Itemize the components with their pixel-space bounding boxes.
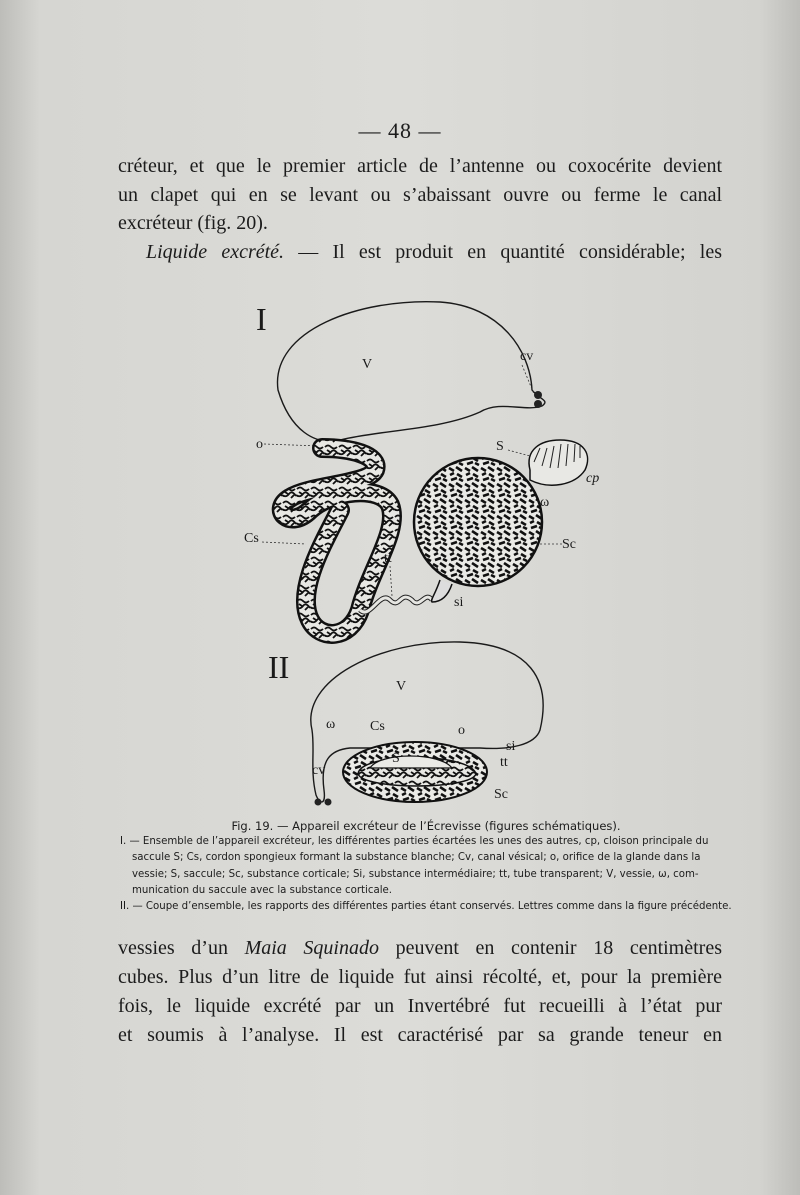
liquide-heading: Liquide excrété. [146, 240, 285, 263]
text-line: excréteur (fig. 20). [118, 212, 268, 234]
bottom-paragraph [118, 934, 722, 1050]
text-line [118, 934, 722, 963]
figure-caption [120, 818, 732, 915]
text-line: cubes. Plus d’un litre de liquide fut ainsi récolté, et, pour la première [118, 966, 722, 988]
panel-2-label: II [268, 649, 290, 685]
label-s: S [496, 439, 504, 454]
liquide-line [118, 238, 722, 267]
text-line: un clapet qui en se levant ou s’abaissant ouvre ou ferme le canal [118, 183, 722, 206]
caption-line: vessie; S, saccule; Sc, substance corticale; Si, substance intermédiaire; tt, tube transparent; V, vessie, ω, com- [132, 868, 699, 880]
text-line: fois, le liquide excrété par un Invertébré fut recueilli à l’état pur [118, 995, 722, 1017]
top-paragraph [118, 152, 722, 266]
label-o-2: o [458, 723, 465, 738]
excretory-apparatus-figure [240, 290, 640, 820]
vesical-canal-end [534, 391, 542, 399]
vesical-canal-end [534, 400, 542, 408]
label-s-2: S [392, 751, 400, 766]
label-cv-2: cv [312, 763, 326, 778]
label-si-2: si [506, 739, 516, 754]
text-line: créteur, et que le premier article de l’antenne ou coxocérite devient [118, 155, 722, 177]
text-fragment: vessies d’un [118, 937, 245, 959]
label-sc: Sc [562, 537, 576, 552]
caption-line: II. — Coupe d’ensemble, les rapports des différentes parties étant conservés. Lettres comme dans la figure précédente. [120, 901, 732, 913]
caption-title: Fig. 19. — Appareil excréteur de l’Écrevisse (figures schématiques). [231, 819, 621, 833]
label-tt: tt [384, 551, 392, 566]
label-cs-2: Cs [370, 719, 385, 734]
page-number: — 48 — [358, 118, 442, 143]
label-omega-2: ω [326, 717, 336, 732]
text-fragment: peuvent en contenir 18 centimètres [378, 937, 722, 959]
label-v-2: V [396, 679, 407, 694]
label-o: o [256, 437, 263, 452]
label-cs: Cs [244, 531, 259, 546]
caption-line: I. — Ensemble de l’appareil excréteur, les différentes parties écartées les unes des autres, cp, cloison principale du [120, 836, 709, 848]
cortical-substance [414, 458, 542, 586]
label-si: si [454, 595, 464, 610]
species-name: Maia Squinado [244, 937, 379, 959]
label-sc-2: Sc [494, 787, 508, 802]
label-v: V [362, 357, 373, 372]
label-tt-2: tt [500, 755, 508, 770]
text-line: et soumis à l’analyse. Il est caractérisé par sa grande teneur en [118, 1024, 722, 1046]
label-cv: cv [520, 349, 534, 364]
bladder-vessel [278, 302, 545, 442]
liquide-rest: — Il est produit en quantité considérable; les [284, 240, 722, 263]
panel-1-label: I [256, 301, 267, 337]
caption-line: saccule S; Cs, cordon spongieux formant la substance blanche; Cv, canal vésical; o, orifice de la glande dans la [132, 852, 701, 864]
label-omega: ω [540, 495, 550, 510]
caption-line: munication du saccule avec la substance corticale. [132, 884, 393, 896]
label-cp: cp [586, 471, 600, 486]
